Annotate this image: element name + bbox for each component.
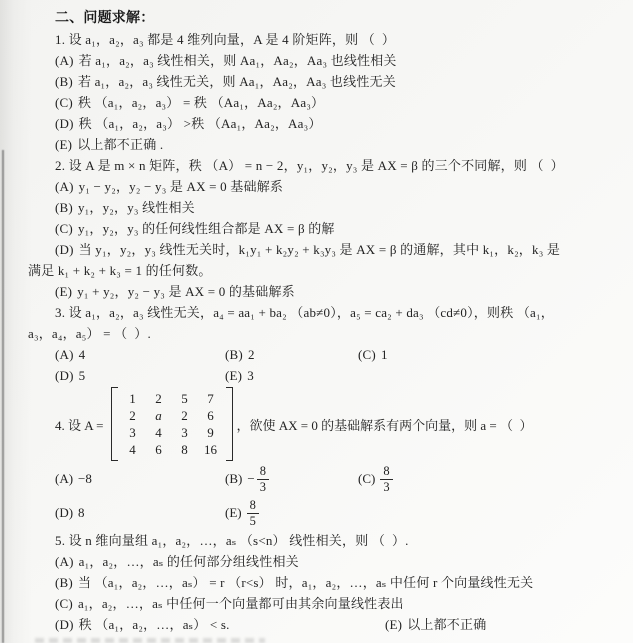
option-label: (C) bbox=[55, 221, 73, 236]
option-label: (B) bbox=[55, 575, 73, 590]
option-value: 3 bbox=[247, 368, 254, 383]
option-value: 4 bbox=[78, 347, 86, 362]
fraction-denominator: 5 bbox=[249, 513, 256, 528]
option-label: (E) bbox=[225, 368, 243, 383]
matrix-cell: 2 bbox=[155, 390, 162, 406]
option-label: (C) bbox=[55, 596, 73, 611]
q5-option-a bbox=[55, 551, 633, 572]
q4-lead-text: 4. 设 A = bbox=[55, 417, 104, 433]
q1-option-d bbox=[55, 113, 633, 134]
option-value: −8 bbox=[78, 471, 92, 486]
option-label: (C) bbox=[358, 471, 376, 486]
matrix-cell: 9 bbox=[207, 424, 214, 440]
fraction-numerator: 8 bbox=[247, 499, 259, 514]
q2-option-d-continuation: 满足 k₁ + k₂ + k₃ = 1 的任何数。 bbox=[28, 263, 212, 278]
q4-options-row-2 bbox=[55, 496, 633, 530]
fraction-denominator: 3 bbox=[259, 479, 266, 494]
q2-option-a bbox=[55, 176, 633, 197]
matrix-cell: 8 bbox=[181, 441, 188, 457]
option-text: 当 （a₁，a₂，…，aₛ） = r （r<s） 时，a₁，a₂，…，aₛ 中任何 r 个向量线性无关 bbox=[77, 575, 534, 590]
q4-option-e bbox=[225, 499, 259, 528]
option-label: (A) bbox=[55, 179, 74, 194]
option-label: (B) bbox=[55, 74, 73, 89]
q4-option-d bbox=[55, 505, 225, 521]
option-label: (D) bbox=[55, 116, 74, 131]
q3-options-row-2 bbox=[55, 365, 633, 386]
option-value: 8 bbox=[78, 505, 85, 520]
option-label: (B) bbox=[225, 347, 243, 362]
bottom-cutoff-text-artifact bbox=[35, 638, 265, 643]
q5-option-c bbox=[55, 593, 633, 614]
option-label: (A) bbox=[55, 471, 74, 486]
option-label: (A) bbox=[55, 347, 74, 362]
option-label: (D) bbox=[55, 617, 74, 632]
q5-option-e bbox=[385, 614, 486, 635]
option-label: (A) bbox=[55, 554, 74, 569]
matrix-cell: 6 bbox=[155, 441, 162, 457]
fraction bbox=[257, 465, 269, 494]
matrix-cells bbox=[118, 387, 226, 461]
q5-option-b bbox=[55, 572, 633, 593]
matrix-cell: 7 bbox=[207, 390, 214, 406]
q4-tail-text: ，欲使 AX = 0 的基础解系有两个向量，则 a = （ ） bbox=[236, 417, 533, 433]
fraction bbox=[247, 499, 259, 528]
matrix-cell: 6 bbox=[207, 407, 214, 423]
option-label: (D) bbox=[55, 242, 74, 257]
section-title: 二、问题求解： bbox=[55, 11, 155, 26]
option-label: (D) bbox=[55, 505, 74, 520]
option-text: 秩 （a₁，a₂，…，aₛ） < s. bbox=[78, 617, 230, 632]
matrix-cell-variable-a: a bbox=[155, 407, 162, 423]
option-label: (C) bbox=[358, 347, 376, 362]
matrix-left-bracket bbox=[111, 387, 118, 461]
option-label: (D) bbox=[55, 368, 74, 383]
matrix-right-bracket bbox=[226, 387, 233, 461]
q1-option-e bbox=[55, 134, 633, 155]
matrix-cell: 2 bbox=[181, 407, 188, 423]
option-label: (E) bbox=[55, 284, 73, 299]
q4-matrix bbox=[111, 387, 233, 461]
option-label: (B) bbox=[55, 200, 73, 215]
fraction-numerator: 8 bbox=[257, 465, 269, 480]
q1-option-b bbox=[55, 71, 633, 92]
q1-option-c bbox=[55, 92, 633, 113]
option-text: a₁，a₂，…，aₛ 中任何一个向量都可由其余向量线性表出 bbox=[77, 596, 404, 611]
matrix-cell: 4 bbox=[129, 441, 136, 457]
option-text: 秩 （a₁，a₂，a₃） = 秩 （Aa₁，Aa₂，Aa₃） bbox=[77, 95, 325, 110]
q2-stem: 2. 设 A 是 m × n 矩阵，秩 （A） = n − 2，y₁，y₂，y₃ 是 AX = β 的三个不同解，则 （ ） bbox=[55, 158, 564, 173]
scan-edge-artifact bbox=[2, 150, 4, 643]
fraction-denominator: 3 bbox=[383, 479, 390, 494]
q3-stem-line2: a₃，a₄，a₅） = （ ）. bbox=[28, 326, 151, 341]
q4-options-row-1 bbox=[55, 462, 633, 496]
option-text: y₁ + y₂，y₂ − y₃ 是 AX = 0 的基础解系 bbox=[77, 284, 295, 299]
option-text: y₁ − y₂，y₂ − y₃ 是 AX = 0 基础解系 bbox=[78, 179, 284, 194]
q3-options-row-1 bbox=[55, 344, 633, 365]
q4-stem bbox=[55, 386, 633, 462]
option-text: 当 y₁，y₂，y₃ 线性无关时，k₁y₁ + k₂y₂ + k₃y₃ 是 AX = β 的通解，其中 k₁，k₂，k₃ 是 bbox=[78, 242, 561, 257]
option-text: 秩 （a₁，a₂，a₃） >秩 （Aa₁，Aa₂，Aa₃） bbox=[78, 116, 322, 131]
q5-stem: 5. 设 n 维向量组 a₁，a₂，…，aₛ （s<n） 线性相关，则 （ ）. bbox=[55, 533, 409, 548]
q3-option-a bbox=[55, 344, 225, 365]
option-text: y₁，y₂，y₃ 的任何线性组合都是 AX = β 的解 bbox=[77, 221, 335, 236]
q3-option-d bbox=[55, 365, 225, 386]
q1-stem: 1. 设 a₁，a₂，a₃ 都是 4 维列向量，A 是 4 阶矩阵，则 （ ） bbox=[55, 32, 396, 47]
option-text: 若 a₁，a₂，a₃ 线性无关，则 Aa₁，Aa₂，Aa₃ 也线性无关 bbox=[77, 74, 396, 89]
matrix-cell: 2 bbox=[129, 407, 136, 423]
matrix-cell: 5 bbox=[181, 390, 188, 406]
option-label: (E) bbox=[385, 617, 403, 632]
q5-option-d bbox=[55, 614, 385, 635]
option-text: 若 a₁，a₂，a₃ 线性相关，则 Aa₁，Aa₂，Aa₃ 也线性相关 bbox=[78, 53, 397, 68]
option-value: 2 bbox=[247, 347, 255, 362]
q2-option-c bbox=[55, 218, 633, 239]
matrix-cell: 1 bbox=[129, 390, 136, 406]
option-value: 5 bbox=[78, 368, 86, 383]
q3-option-e bbox=[225, 365, 254, 386]
option-label: (B) bbox=[225, 471, 243, 486]
option-value: 1 bbox=[380, 347, 388, 362]
option-label: (E) bbox=[55, 137, 73, 152]
option-text: y₁，y₂，y₃ 线性相关 bbox=[77, 200, 195, 215]
q2-option-d bbox=[55, 239, 633, 260]
fraction bbox=[380, 465, 392, 494]
matrix-cell: 3 bbox=[181, 424, 188, 440]
option-text: 以上都不正确 bbox=[407, 617, 487, 632]
q4-option-b bbox=[225, 465, 358, 494]
option-text: 以上都不正确 . bbox=[77, 137, 164, 152]
q2-option-b bbox=[55, 197, 633, 218]
q4-option-a bbox=[55, 471, 225, 487]
fraction-sign: − bbox=[247, 471, 255, 486]
matrix-cell: 3 bbox=[129, 424, 136, 440]
matrix-cell: 4 bbox=[155, 424, 162, 440]
q3-stem-line1: 3. 设 a₁，a₂，a₃ 线性无关，a₄ = aa₁ + ba₂ （ab≠0），a₅ = ca₂ + da₃ （cd≠0），则秩 （a₁， bbox=[55, 305, 554, 320]
q1-option-a bbox=[55, 50, 633, 71]
q3-option-c bbox=[358, 344, 388, 365]
option-text: a₁，a₂，…，aₛ 的任何部分组线性相关 bbox=[78, 554, 299, 569]
option-label: (A) bbox=[55, 53, 74, 68]
matrix-cell: 16 bbox=[204, 441, 218, 457]
option-label: (C) bbox=[55, 95, 73, 110]
q4-option-c bbox=[358, 465, 393, 494]
q3-option-b bbox=[225, 344, 358, 365]
q2-option-e bbox=[55, 281, 633, 302]
q5-options-row-de bbox=[55, 614, 633, 635]
option-label: (E) bbox=[225, 505, 242, 520]
fraction-numerator: 8 bbox=[380, 465, 392, 480]
